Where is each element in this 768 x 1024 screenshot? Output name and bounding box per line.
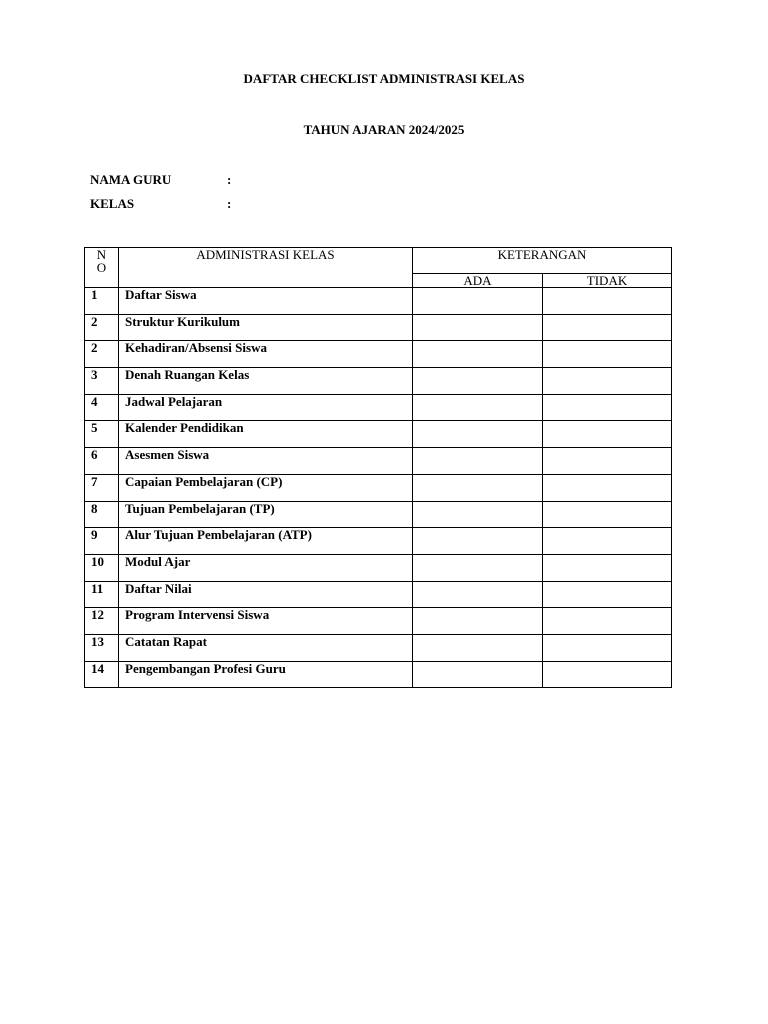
table-row — [85, 661, 672, 688]
row-item: Jadwal Pelajaran — [119, 394, 413, 421]
row-item: Kalender Pendidikan — [119, 421, 413, 448]
ada-checkbox-cell[interactable] — [413, 421, 543, 448]
table-row — [85, 634, 672, 661]
document-subtitle: TAHUN AJARAN 2024/2025 — [303, 122, 465, 137]
ada-checkbox-cell[interactable] — [413, 554, 543, 581]
row-number: 9 — [85, 528, 119, 555]
row-number: 1 — [85, 288, 119, 315]
row-item: Struktur Kurikulum — [119, 314, 413, 341]
ada-checkbox-cell[interactable] — [413, 341, 543, 368]
row-number: 6 — [85, 448, 119, 475]
document-title: DAFTAR CHECKLIST ADMINISTRASI KELAS — [243, 71, 525, 86]
tidak-checkbox-cell[interactable] — [543, 501, 672, 528]
tidak-checkbox-cell[interactable] — [543, 474, 672, 501]
table-row — [85, 448, 672, 475]
row-number: 2 — [85, 341, 119, 368]
tidak-checkbox-cell[interactable] — [543, 341, 672, 368]
row-item: Asesmen Siswa — [119, 448, 413, 475]
header-no-line2: O — [96, 260, 107, 275]
tidak-checkbox-cell[interactable] — [543, 661, 672, 688]
tidak-checkbox-cell[interactable] — [543, 421, 672, 448]
header-tidak: TIDAK — [543, 274, 672, 288]
header-administrasi: ADMINISTRASI KELAS — [119, 248, 413, 288]
row-number: 13 — [85, 634, 119, 661]
teacher-name-separator: : — [227, 172, 232, 187]
ada-checkbox-cell[interactable] — [413, 608, 543, 635]
table-row — [85, 394, 672, 421]
ada-checkbox-cell[interactable] — [413, 448, 543, 475]
tidak-checkbox-cell[interactable] — [543, 608, 672, 635]
tidak-checkbox-cell[interactable] — [543, 528, 672, 555]
row-item: Modul Ajar — [119, 554, 413, 581]
table-row — [85, 421, 672, 448]
ada-checkbox-cell[interactable] — [413, 661, 543, 688]
header-no-line1: N — [96, 247, 107, 262]
ada-checkbox-cell[interactable] — [413, 474, 543, 501]
row-number: 4 — [85, 394, 119, 421]
class-separator: : — [227, 196, 232, 211]
header-ada: ADA — [413, 274, 543, 288]
header-no — [85, 248, 119, 288]
tidak-checkbox-cell[interactable] — [543, 368, 672, 395]
class-row — [90, 196, 231, 212]
row-item: Pengembangan Profesi Guru — [119, 661, 413, 688]
row-item: Capaian Pembelajaran (CP) — [119, 474, 413, 501]
row-item: Daftar Nilai — [119, 581, 413, 608]
header-keterangan: KETERANGAN — [413, 248, 672, 274]
checklist-table — [84, 247, 672, 688]
table-row — [85, 288, 672, 315]
row-item: Denah Ruangan Kelas — [119, 368, 413, 395]
row-item: Daftar Siswa — [119, 288, 413, 315]
row-item: Catatan Rapat — [119, 634, 413, 661]
tidak-checkbox-cell[interactable] — [543, 314, 672, 341]
table-row — [85, 528, 672, 555]
ada-checkbox-cell[interactable] — [413, 634, 543, 661]
table-row — [85, 341, 672, 368]
teacher-name-label: NAMA GURU — [90, 172, 172, 187]
row-item: Alur Tujuan Pembelajaran (ATP) — [119, 528, 413, 555]
table-row — [85, 474, 672, 501]
tidak-checkbox-cell[interactable] — [543, 394, 672, 421]
row-number: 14 — [85, 661, 119, 688]
tidak-checkbox-cell[interactable] — [543, 288, 672, 315]
table-row — [85, 608, 672, 635]
table-row — [85, 368, 672, 395]
teacher-name-row — [90, 172, 231, 188]
row-number: 11 — [85, 581, 119, 608]
table-row — [85, 581, 672, 608]
tidak-checkbox-cell[interactable] — [543, 554, 672, 581]
ada-checkbox-cell[interactable] — [413, 368, 543, 395]
table-row — [85, 501, 672, 528]
row-number: 10 — [85, 554, 119, 581]
ada-checkbox-cell[interactable] — [413, 288, 543, 315]
row-item: Kehadiran/Absensi Siswa — [119, 341, 413, 368]
ada-checkbox-cell[interactable] — [413, 581, 543, 608]
row-number: 5 — [85, 421, 119, 448]
row-number: 2 — [85, 314, 119, 341]
ada-checkbox-cell[interactable] — [413, 314, 543, 341]
table-row — [85, 314, 672, 341]
ada-checkbox-cell[interactable] — [413, 394, 543, 421]
row-number: 8 — [85, 501, 119, 528]
ada-checkbox-cell[interactable] — [413, 501, 543, 528]
table-row — [85, 554, 672, 581]
tidak-checkbox-cell[interactable] — [543, 634, 672, 661]
tidak-checkbox-cell[interactable] — [543, 581, 672, 608]
row-item: Program Intervensi Siswa — [119, 608, 413, 635]
row-number: 3 — [85, 368, 119, 395]
class-label: KELAS — [90, 196, 135, 211]
row-number: 7 — [85, 474, 119, 501]
tidak-checkbox-cell[interactable] — [543, 448, 672, 475]
ada-checkbox-cell[interactable] — [413, 528, 543, 555]
row-item: Tujuan Pembelajaran (TP) — [119, 501, 413, 528]
row-number: 12 — [85, 608, 119, 635]
